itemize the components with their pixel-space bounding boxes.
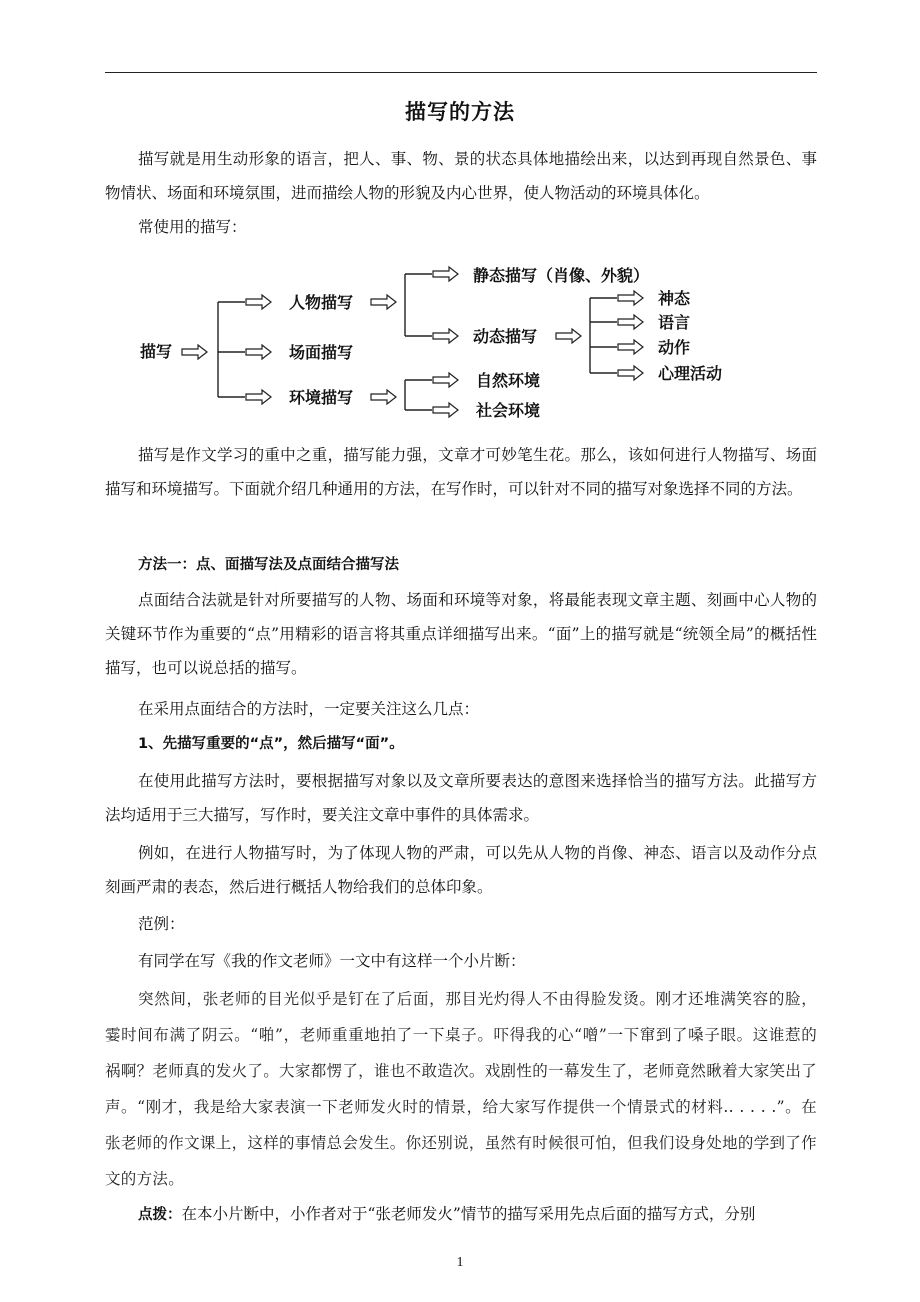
arrow-icon (433, 373, 458, 387)
comment-paragraph (105, 1197, 817, 1232)
arrow-icon (618, 366, 643, 380)
sample-intro: 有同学在写《我的作文老师》一文中有这样一个小片断： (138, 952, 526, 970)
arrow-icon (618, 340, 643, 354)
description-type-diagram (0, 250, 920, 430)
arrow-icon (433, 267, 458, 281)
arrow-icon (618, 315, 643, 329)
importance-paragraph: 描写是作文学习的重中之重，描写能力强，文章才可妙笔生花。那么，该如何进行人物描写、场面描写和环境描写。下面就介绍几种通用的方法，在写作时，可以针对不同的描写对象选择不同的方法。 (105, 446, 817, 498)
header-rule (105, 72, 817, 73)
node-person: 人物描写 (289, 293, 354, 312)
node-natural-env: 自然环境 (476, 371, 541, 390)
method1-heading: 方法一：点、面描写法及点面结合描写法 (138, 557, 399, 573)
point1-heading: 1、先描写重要的“点”，然后描写“面”。 (138, 736, 404, 752)
page-title: 描写的方法 (405, 100, 515, 124)
node-action: 动作 (658, 338, 691, 357)
node-dynamic: 动态描写 (473, 327, 538, 346)
arrow-icon (246, 295, 271, 309)
node-scene: 场面描写 (289, 343, 354, 362)
page-number: 1 (456, 1255, 464, 1270)
node-environment: 环境描写 (289, 388, 354, 407)
point1-paragraph: 在使用此描写方法时，要根据描写对象以及文章所要表达的意图来选择恰当的描写方法。此描写方法均适用于三大描写，写作时，要关注文章中事件的具体需求。 (105, 772, 817, 824)
intro-paragraph: 描写就是用生动形象的语言，把人、事、物、景的状态具体地描绘出来，以达到再现自然景色、事物情状、场面和环境氛围，进而描绘人物的形貌及内心世界，使人物活动的环境具体化。 (105, 150, 817, 202)
points-paragraph: 在采用点面结合的方法时，一定要关注这么几点： (138, 700, 480, 718)
arrow-icon (433, 403, 458, 417)
arrow-icon (246, 345, 271, 359)
sample-excerpt: 突然间，张老师的目光似乎是钉在了后面，那目光灼得人不由得脸发烫。刚才还堆满笑容的脸，霎时间布满了阴云。“啪”，老师重重地拍了一下桌子。吓得我的心“噌”一下窜到了嗓子眼。这谁惹的祸啊？老师真的发火了。大家都愣了，谁也不敢造次。戏剧性的一幕发生了，老师竟然瞅着大家笑出了声。“刚才，我是给大家表演一下老师发火时的情景，给大家写作提供一个情景式的材料.. . . . .”。在张老师的作文课上，这样的事情总会发生。你还别说，虽然有时候很可怕，但我们设身处地的学到了作文的方法。 (105, 990, 817, 1188)
common-use-line: 常使用的描写： (138, 218, 247, 236)
arrow-icon (246, 390, 271, 404)
arrow-icon (371, 295, 396, 309)
node-static: 静态描写（肖像、外貌） (473, 266, 650, 285)
node-language: 语言 (658, 313, 691, 332)
root-node: 描写 (140, 342, 173, 361)
node-social-env: 社会环境 (476, 401, 541, 420)
example-paragraph: 例如，在进行人物描写时，为了体现人物的严肃，可以先从人物的肖像、神态、语言以及动作分点刻画严肃的表态，然后进行概括人物给我们的总体印象。 (105, 844, 817, 896)
node-psychology: 心理活动 (658, 364, 723, 383)
comment-text: 在本小片断中，小作者对于“张老师发火”情节的描写采用先点后面的描写方式，分别 (181, 1205, 756, 1223)
comment-label: 点拨： (138, 1207, 182, 1223)
arrow-icon (371, 390, 396, 404)
arrow-icon (618, 291, 643, 305)
arrow-icon (433, 329, 458, 343)
method1-paragraph: 点面结合法就是针对所要描写的人物、场面和环境等对象，将最能表现文章主题、刻画中心人物的关键环节作为重要的“点”用精彩的语言将其重点详细描写出来。“面”上的描写就是“统领全局”的概括性描写，也可以说总括的描写。 (105, 591, 817, 677)
sample-label: 范例： (138, 915, 185, 933)
arrow-icon (556, 329, 581, 343)
node-expression: 神态 (658, 289, 691, 308)
root-arrow-icon (182, 345, 207, 359)
